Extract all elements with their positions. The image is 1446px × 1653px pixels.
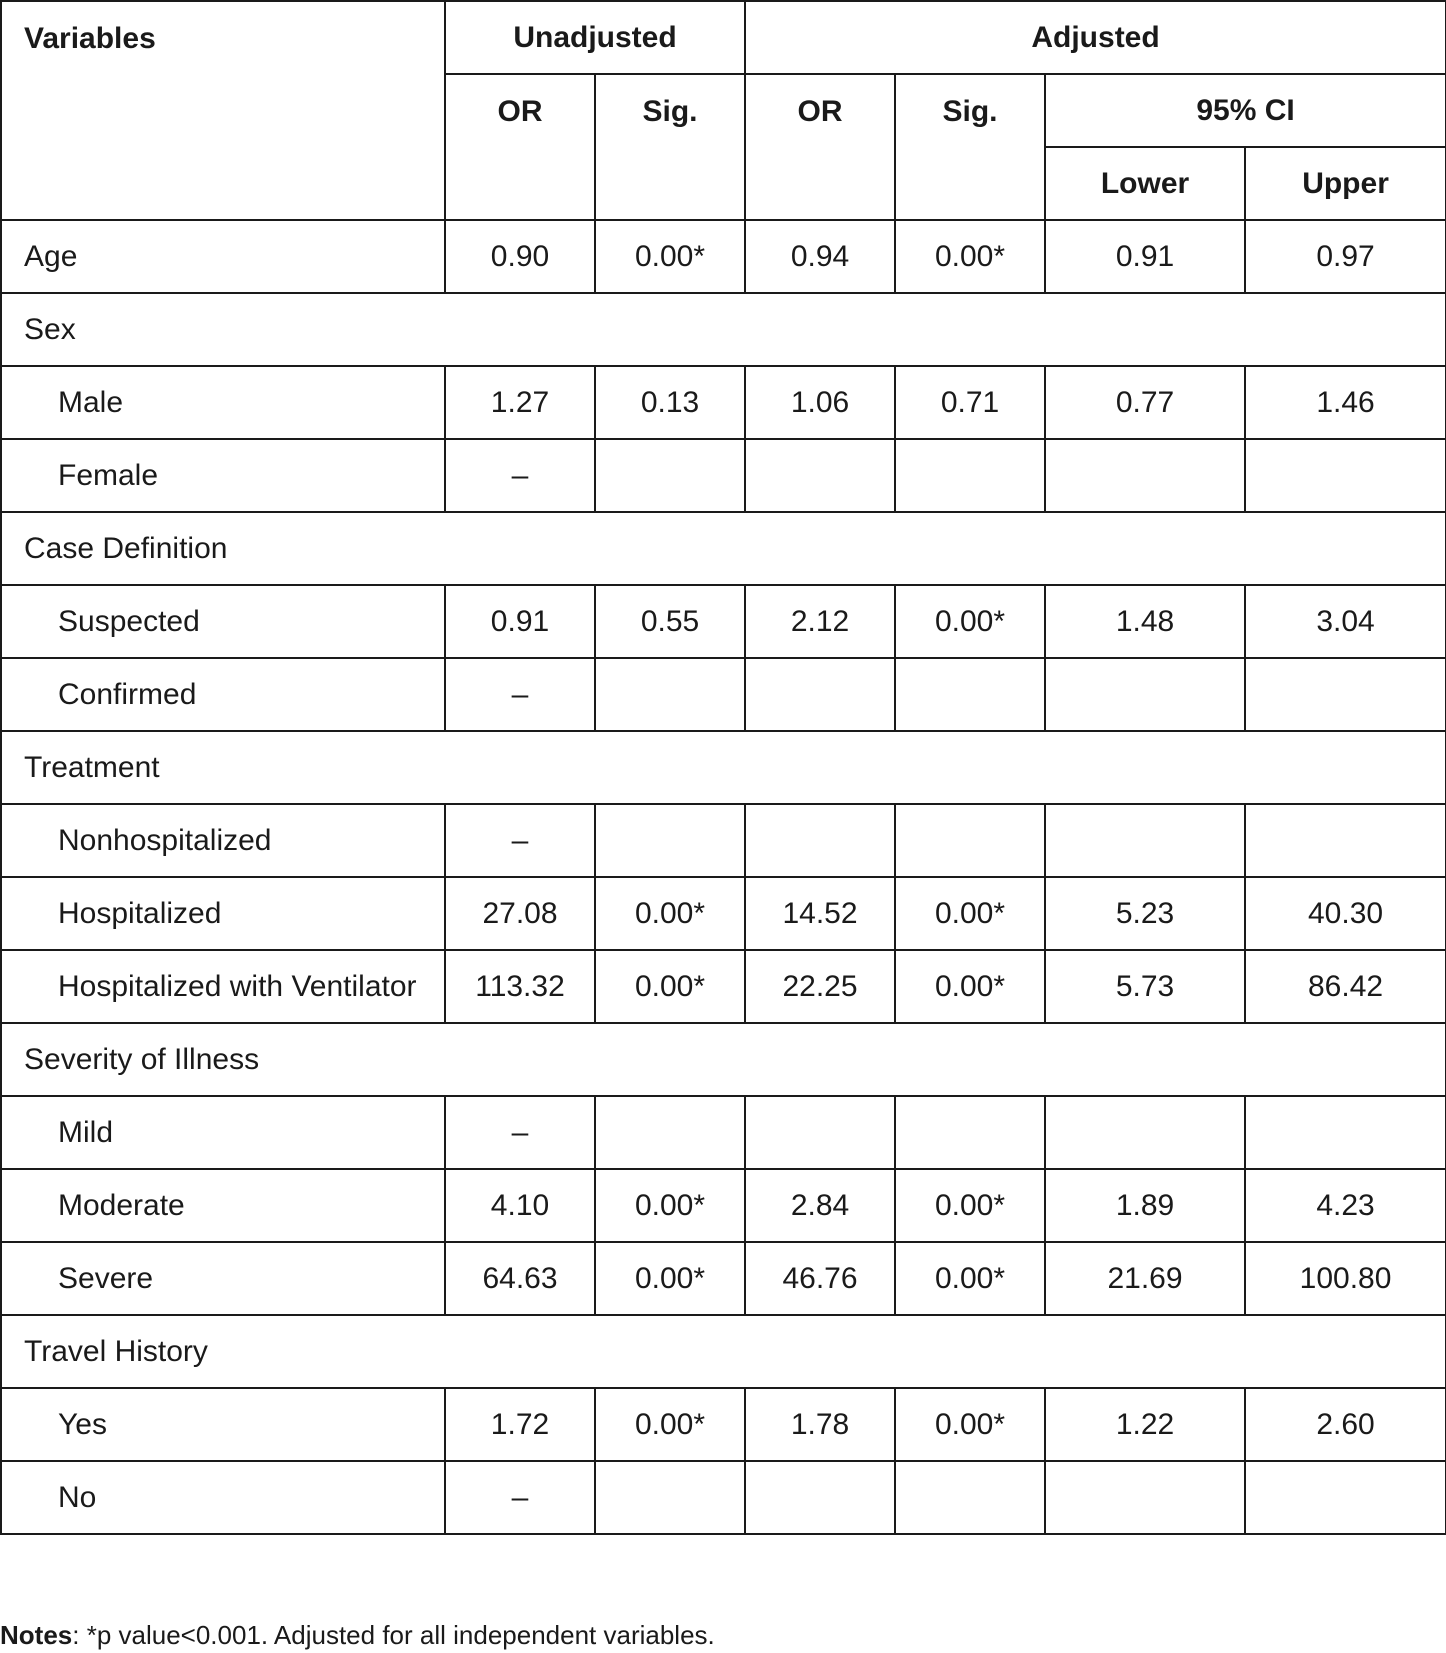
- group-row: [1, 1023, 1446, 1096]
- cell-u-or: 0.90: [445, 220, 595, 293]
- header-ci-lower: Lower: [1045, 147, 1245, 220]
- notes-label: Notes: [0, 1620, 73, 1650]
- cell-u-sig: 0.13: [595, 366, 745, 439]
- cell-u-or: 64.63: [445, 1242, 595, 1315]
- cell-a-or: 22.25: [745, 950, 895, 1023]
- row-label: Male: [1, 366, 445, 439]
- table-notes: [0, 1622, 715, 1648]
- group-label: Treatment: [1, 731, 1446, 804]
- cell-a-or: 46.76: [745, 1242, 895, 1315]
- table-row: [1, 950, 1446, 1023]
- cell-a-sig: [895, 658, 1045, 731]
- row-label: Mild: [1, 1096, 445, 1169]
- cell-a-or: [745, 658, 895, 731]
- header-adjusted: Adjusted: [745, 1, 1446, 74]
- cell-u-sig: 0.00*: [595, 220, 745, 293]
- cell-u-sig: 0.00*: [595, 1242, 745, 1315]
- cell-u-sig: 0.00*: [595, 877, 745, 950]
- cell-a-or: 14.52: [745, 877, 895, 950]
- cell-u-sig: [595, 658, 745, 731]
- group-label: Case Definition: [1, 512, 1446, 585]
- cell-lower: 21.69: [1045, 1242, 1245, 1315]
- cell-upper: 3.04: [1245, 585, 1446, 658]
- cell-u-sig: 0.00*: [595, 1169, 745, 1242]
- header-ci: 95% CI: [1045, 74, 1446, 147]
- cell-a-or: [745, 804, 895, 877]
- cell-lower: 1.89: [1045, 1169, 1245, 1242]
- cell-u-or: –: [445, 439, 595, 512]
- cell-u-or: 0.91: [445, 585, 595, 658]
- row-label: Confirmed: [1, 658, 445, 731]
- cell-u-sig: [595, 1096, 745, 1169]
- cell-a-sig: [895, 439, 1045, 512]
- cell-a-or: [745, 1461, 895, 1534]
- cell-a-sig: 0.00*: [895, 585, 1045, 658]
- cell-upper: 4.23: [1245, 1169, 1446, 1242]
- table-row: [1, 1242, 1446, 1315]
- table-row: [1, 366, 1446, 439]
- cell-u-or: 113.32: [445, 950, 595, 1023]
- table-row: [1, 877, 1446, 950]
- cell-lower: [1045, 658, 1245, 731]
- cell-a-sig: [895, 804, 1045, 877]
- cell-a-sig: 0.00*: [895, 877, 1045, 950]
- cell-u-sig: [595, 804, 745, 877]
- cell-lower: [1045, 804, 1245, 877]
- header-ci-upper: Upper: [1245, 147, 1446, 220]
- cell-u-sig: 0.00*: [595, 1388, 745, 1461]
- table-row: [1, 1169, 1446, 1242]
- cell-a-sig: [895, 1461, 1045, 1534]
- cell-a-or: [745, 1096, 895, 1169]
- row-label: Nonhospitalized: [1, 804, 445, 877]
- cell-upper: 86.42: [1245, 950, 1446, 1023]
- header-unadjusted-or: OR: [445, 74, 595, 220]
- cell-u-or: –: [445, 1461, 595, 1534]
- cell-a-sig: 0.71: [895, 366, 1045, 439]
- cell-lower: [1045, 1461, 1245, 1534]
- cell-upper: [1245, 658, 1446, 731]
- table-row: [1, 804, 1446, 877]
- group-label: Travel History: [1, 1315, 1446, 1388]
- cell-a-sig: [895, 1096, 1045, 1169]
- cell-lower: 1.48: [1045, 585, 1245, 658]
- table-row: [1, 1388, 1446, 1461]
- cell-a-sig: 0.00*: [895, 1169, 1045, 1242]
- cell-a-or: 0.94: [745, 220, 895, 293]
- cell-lower: [1045, 1096, 1245, 1169]
- cell-lower: [1045, 439, 1245, 512]
- cell-upper: 40.30: [1245, 877, 1446, 950]
- cell-a-sig: 0.00*: [895, 1242, 1045, 1315]
- cell-lower: 5.73: [1045, 950, 1245, 1023]
- cell-u-or: 1.72: [445, 1388, 595, 1461]
- cell-u-or: –: [445, 1096, 595, 1169]
- cell-a-sig: 0.00*: [895, 950, 1045, 1023]
- group-label: Severity of Illness: [1, 1023, 1446, 1096]
- cell-u-sig: 0.00*: [595, 950, 745, 1023]
- cell-upper: 100.80: [1245, 1242, 1446, 1315]
- cell-u-or: 1.27: [445, 366, 595, 439]
- group-row: [1, 1315, 1446, 1388]
- table-row: [1, 658, 1446, 731]
- row-label: Female: [1, 439, 445, 512]
- table-row: [1, 585, 1446, 658]
- row-label: Yes: [1, 1388, 445, 1461]
- cell-upper: 0.97: [1245, 220, 1446, 293]
- table-row: [1, 1461, 1446, 1534]
- cell-u-or: 4.10: [445, 1169, 595, 1242]
- row-label: No: [1, 1461, 445, 1534]
- cell-upper: 2.60: [1245, 1388, 1446, 1461]
- cell-upper: [1245, 1461, 1446, 1534]
- cell-a-or: [745, 439, 895, 512]
- row-label: Severe: [1, 1242, 445, 1315]
- group-label: Sex: [1, 293, 1446, 366]
- notes-text: : *p value<0.001. Adjusted for all independent variables.: [72, 1620, 715, 1650]
- row-label: Suspected: [1, 585, 445, 658]
- cell-u-or: –: [445, 658, 595, 731]
- cell-upper: [1245, 439, 1446, 512]
- cell-upper: [1245, 1096, 1446, 1169]
- row-label: Moderate: [1, 1169, 445, 1242]
- header-adjusted-or: OR: [745, 74, 895, 220]
- cell-a-sig: 0.00*: [895, 220, 1045, 293]
- cell-u-or: 27.08: [445, 877, 595, 950]
- cell-lower: 5.23: [1045, 877, 1245, 950]
- cell-a-or: 1.06: [745, 366, 895, 439]
- row-label: Hospitalized with Ventilator: [1, 950, 445, 1023]
- group-row: [1, 293, 1446, 366]
- header-variables: Variables: [1, 1, 445, 220]
- cell-a-sig: 0.00*: [895, 1388, 1045, 1461]
- cell-lower: 0.77: [1045, 366, 1245, 439]
- header-unadjusted: Unadjusted: [445, 1, 745, 74]
- cell-lower: 0.91: [1045, 220, 1245, 293]
- cell-u-or: –: [445, 804, 595, 877]
- table-row: [1, 439, 1446, 512]
- table-row: [1, 220, 1446, 293]
- row-label: Hospitalized: [1, 877, 445, 950]
- header-adjusted-sig: Sig.: [895, 74, 1045, 220]
- cell-u-sig: [595, 1461, 745, 1534]
- cell-u-sig: 0.55: [595, 585, 745, 658]
- group-row: [1, 731, 1446, 804]
- cell-u-sig: [595, 439, 745, 512]
- cell-a-or: 1.78: [745, 1388, 895, 1461]
- cell-upper: 1.46: [1245, 366, 1446, 439]
- header-row-1: [1, 1, 1446, 74]
- cell-a-or: 2.84: [745, 1169, 895, 1242]
- cell-lower: 1.22: [1045, 1388, 1245, 1461]
- table-header: [1, 1, 1446, 220]
- cell-a-or: 2.12: [745, 585, 895, 658]
- table-body: [1, 220, 1446, 1534]
- cell-upper: [1245, 804, 1446, 877]
- header-unadjusted-sig: Sig.: [595, 74, 745, 220]
- row-label: Age: [1, 220, 445, 293]
- table-row: [1, 1096, 1446, 1169]
- group-row: [1, 512, 1446, 585]
